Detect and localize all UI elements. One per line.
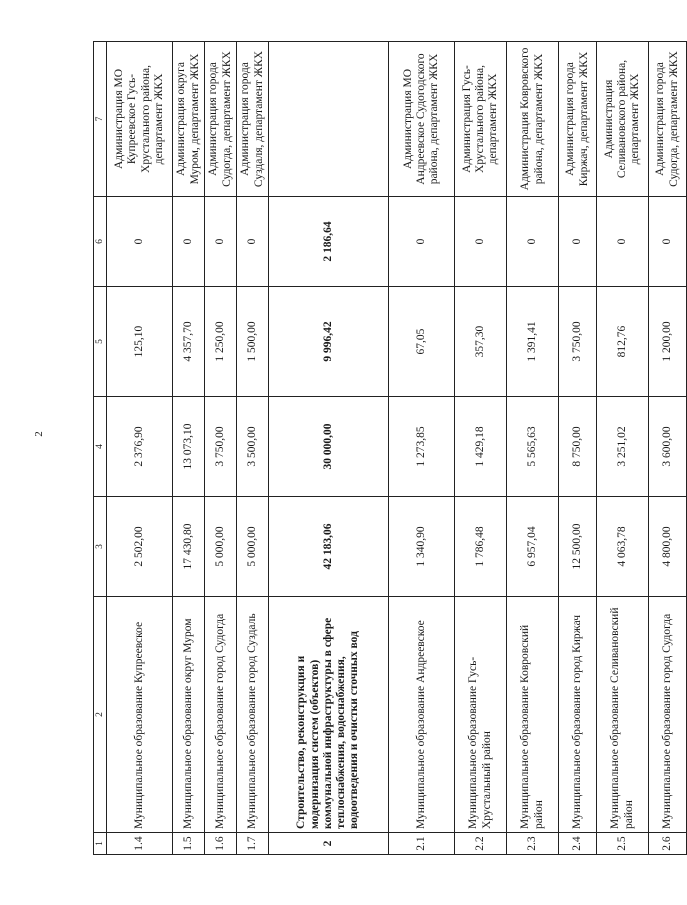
row-number: 2.6 (649, 833, 687, 855)
extra-amount: 0 (389, 197, 455, 287)
extra-amount: 0 (455, 197, 507, 287)
municipality-name: Муниципальное образование город Суздаль (237, 597, 269, 833)
responsible-executor: Администрация округа Муром, департамент ЖКХ (173, 42, 205, 197)
table-row (107, 42, 173, 855)
regional-amount: 13 073,10 (173, 397, 205, 497)
municipality-name: Муниципальное образование Ковровский район (507, 597, 559, 833)
regional-amount: 3 500,00 (237, 397, 269, 497)
municipality-name: Муниципальное образование город Судогда (205, 597, 237, 833)
regional-amount: 5 565,63 (507, 397, 559, 497)
regional-amount: 1 429,18 (455, 397, 507, 497)
table-row (389, 42, 455, 855)
column-number: 3 (94, 497, 107, 597)
page-number: 2 (32, 431, 45, 437)
row-number: 1.4 (107, 833, 173, 855)
table-row (173, 42, 205, 855)
total-amount: 1 340,90 (389, 497, 455, 597)
responsible-executor: Администрация МО Андреевское Судогодского района, департамент ЖКХ (389, 42, 455, 197)
extra-amount: 0 (237, 197, 269, 287)
responsible-executor: Администрация Селивановского района, департамент ЖКХ (597, 42, 649, 197)
total-amount: 4 063,78 (597, 497, 649, 597)
row-number: 2.1 (389, 833, 455, 855)
table-row (597, 42, 649, 855)
extra-amount: 0 (507, 197, 559, 287)
responsible-executor: Администрация города Суздаля, департамент ЖКХ (237, 42, 269, 197)
local-amount: 67,05 (389, 287, 455, 397)
total-amount: 1 786,48 (455, 497, 507, 597)
table-row (205, 42, 237, 855)
municipality-name: Муниципальное образование Гусь-Хрустальный район (455, 597, 507, 833)
municipality-name: Муниципальное образование город Судогда (649, 597, 687, 833)
total-amount: 5 000,00 (237, 497, 269, 597)
regional-amount: 30 000,00 (269, 397, 389, 497)
row-number: 2.5 (597, 833, 649, 855)
municipality-name: Строительство, реконструкция и модернизация систем (объектов) коммунальной инфраструктуры в сфере теплоснабжения, водоснабжения, водоотведения и очистки сточных вод (269, 597, 389, 833)
local-amount: 812,76 (597, 287, 649, 397)
municipality-name: Муниципальное образование Купреевское (107, 597, 173, 833)
extra-amount: 2 186,64 (269, 197, 389, 287)
extra-amount: 0 (205, 197, 237, 287)
local-amount: 3 750,00 (559, 287, 597, 397)
extra-amount: 0 (107, 197, 173, 287)
local-amount: 1 250,00 (205, 287, 237, 397)
regional-amount: 2 376,90 (107, 397, 173, 497)
responsible-executor: Администрация МО Купреевское Гусь-Хрустального района, департамент ЖКХ (107, 42, 173, 197)
column-number: 4 (94, 397, 107, 497)
total-amount: 17 430,80 (173, 497, 205, 597)
column-number-row (94, 42, 107, 855)
total-amount: 42 183,06 (269, 497, 389, 597)
extra-amount: 0 (559, 197, 597, 287)
row-number: 1.5 (173, 833, 205, 855)
rotated-table-frame (93, 42, 680, 855)
municipality-name: Муниципальное образование округ Муром (173, 597, 205, 833)
total-amount: 2 502,00 (107, 497, 173, 597)
row-number: 2.4 (559, 833, 597, 855)
table-body (94, 42, 687, 855)
program-table-container (93, 42, 680, 855)
local-amount: 9 996,42 (269, 287, 389, 397)
column-number: 6 (94, 197, 107, 287)
local-amount: 1 391,41 (507, 287, 559, 397)
table-row (649, 42, 687, 855)
row-number: 1.6 (205, 833, 237, 855)
row-number: 2.3 (507, 833, 559, 855)
responsible-executor: Администрация Ковровского района, департамент ЖКХ (507, 42, 559, 197)
responsible-executor: Администрация города Киржач, департамент ЖКХ (559, 42, 597, 197)
table-row (455, 42, 507, 855)
extra-amount: 0 (597, 197, 649, 287)
local-amount: 4 357,70 (173, 287, 205, 397)
municipality-name: Муниципальное образование Андреевское (389, 597, 455, 833)
total-amount: 4 800,00 (649, 497, 687, 597)
local-amount: 1 200,00 (649, 287, 687, 397)
responsible-executor: Администрация города Судогда, департамент ЖКХ (649, 42, 687, 197)
regional-amount: 1 273,85 (389, 397, 455, 497)
row-number: 2 (269, 833, 389, 855)
local-amount: 357,30 (455, 287, 507, 397)
regional-amount: 8 750,00 (559, 397, 597, 497)
column-number: 2 (94, 597, 107, 833)
total-amount: 5 000,00 (205, 497, 237, 597)
regional-amount: 3 600,00 (649, 397, 687, 497)
municipality-name: Муниципальное образование город Киржач (559, 597, 597, 833)
local-amount: 1 500,00 (237, 287, 269, 397)
local-amount: 125,10 (107, 287, 173, 397)
total-amount: 12 500,00 (559, 497, 597, 597)
row-number: 2.2 (455, 833, 507, 855)
column-number: 5 (94, 287, 107, 397)
table-row (237, 42, 269, 855)
responsible-executor: Администрация Гусь-Хрустального района, департамент ЖКХ (455, 42, 507, 197)
row-number: 1.7 (237, 833, 269, 855)
table-row (269, 42, 389, 855)
municipality-name: Муниципальное образование Селивановский район (597, 597, 649, 833)
column-number: 1 (94, 833, 107, 855)
extra-amount: 0 (649, 197, 687, 287)
responsible-executor: Администрация города Судогда, департамент ЖКХ (205, 42, 237, 197)
program-table (93, 41, 687, 855)
total-amount: 6 957,04 (507, 497, 559, 597)
regional-amount: 3 251,02 (597, 397, 649, 497)
regional-amount: 3 750,00 (205, 397, 237, 497)
column-number: 7 (94, 42, 107, 197)
extra-amount: 0 (173, 197, 205, 287)
table-row (507, 42, 559, 855)
table-row (559, 42, 597, 855)
responsible-executor (269, 42, 389, 197)
